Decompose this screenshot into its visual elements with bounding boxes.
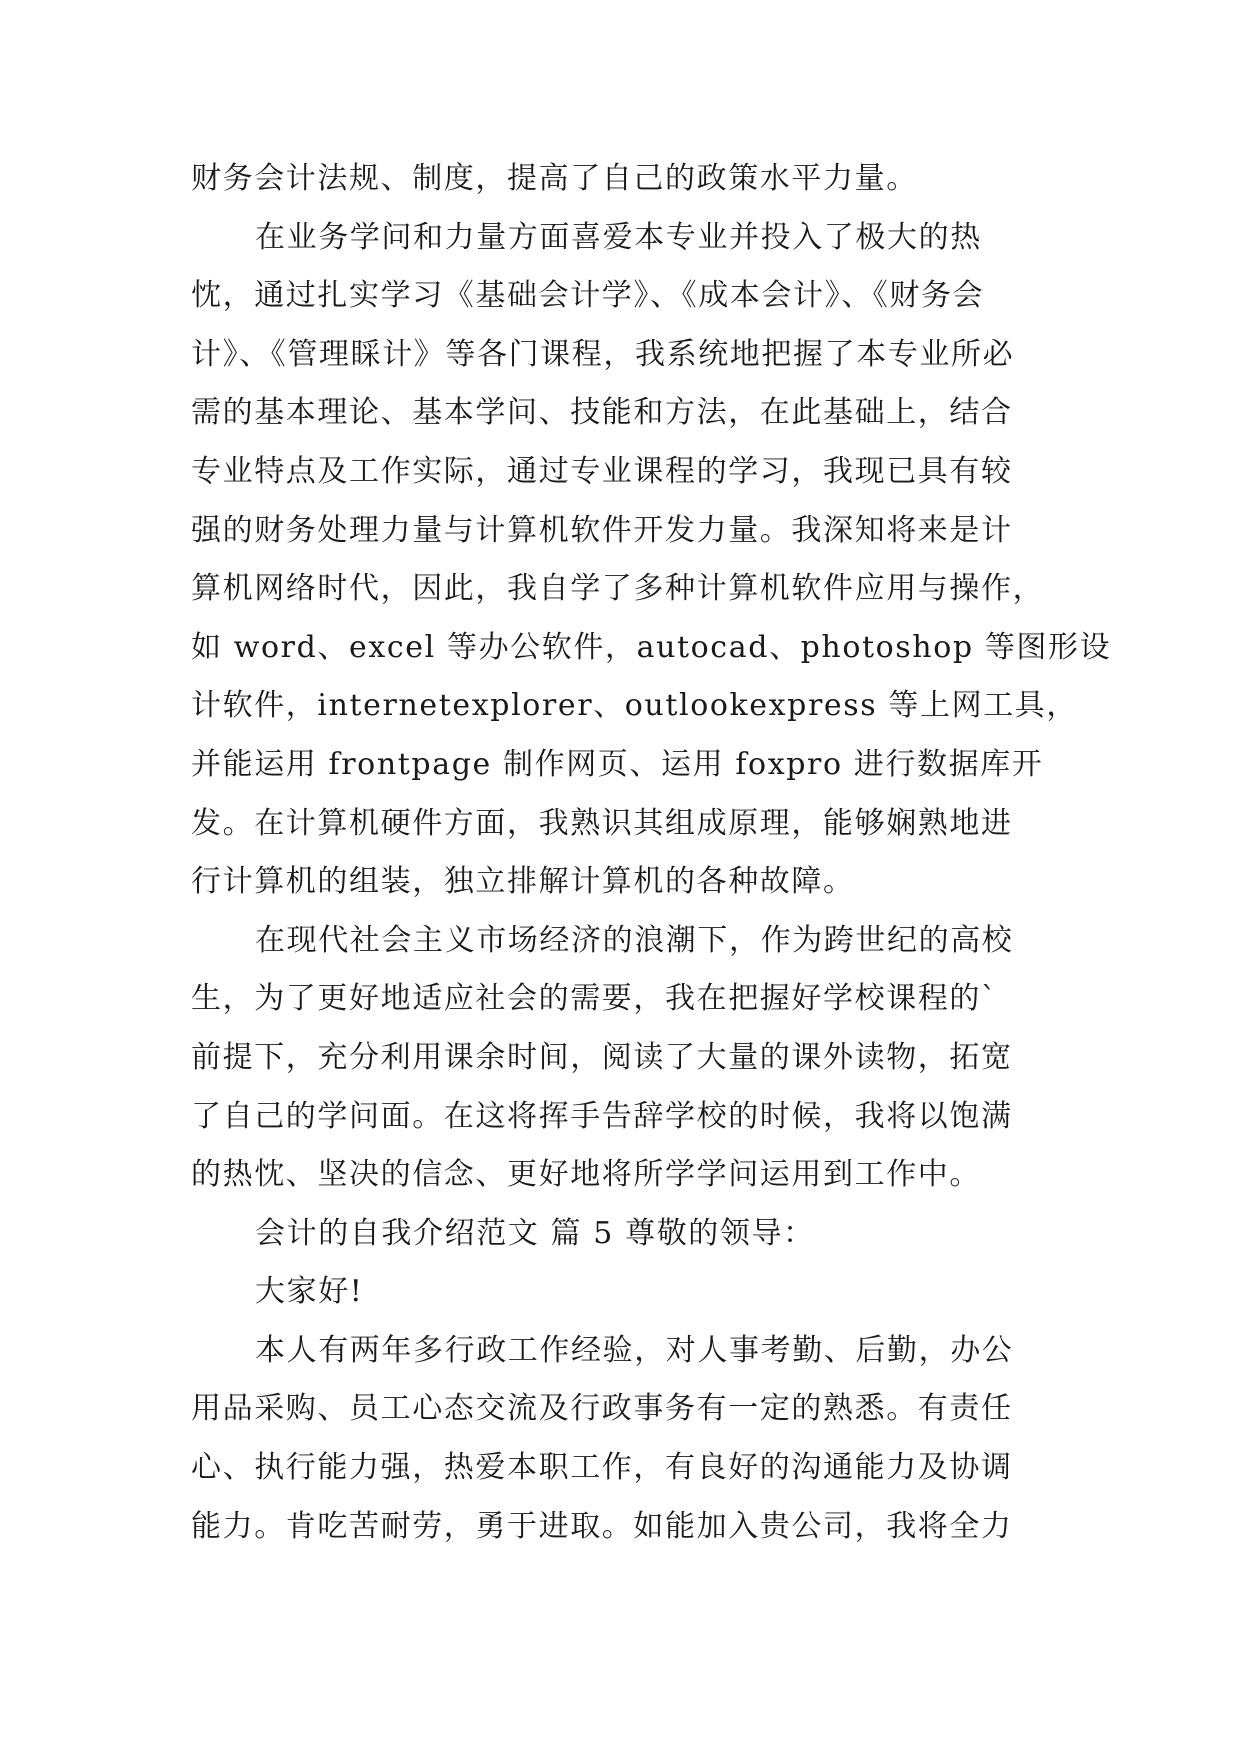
text-line: 本人有两年多行政工作经验，对人事考勤、后勤，办公 [255, 1332, 1014, 1368]
text-line: 行计算机的组装，独立排解计算机的各种故障。 [191, 864, 855, 900]
text-line: 前提下，充分利用课余时间，阅读了大量的课外读物，拓宽 [191, 1039, 1013, 1075]
text-line: 强的财务处理力量与计算机软件开发力量。我深知将来是计 [191, 512, 1013, 548]
text-line: 需的基本理论、基本学问、技能和方法，在此基础上，结合 [191, 395, 1013, 431]
text-line: 在业务学问和力量方面喜爱本专业并投入了极大的热 [255, 219, 982, 255]
text-line: 如 word、excel 等办公软件，autocad、photoshop 等图形设 [191, 629, 1112, 665]
body-text [191, 150, 1112, 1556]
text-line: 心、执行能力强，热爱本职工作，有良好的沟通能力及协调 [191, 1450, 1013, 1486]
text-line: 并能运用 frontpage 制作网页、运用 foxpro 进行数据库开 [191, 746, 1044, 782]
text-line: 的热忱、坚决的信念、更好地将所学学问运用到工作中。 [191, 1157, 981, 1193]
text-line: 财务会计法规、制度，提高了自己的政策水平力量。 [191, 161, 918, 196]
text-line: 计》、《管理睬计》等各门课程，我系统地把握了本专业所必 [191, 336, 1015, 372]
text-line: 计软件，internetexplorer、outlookexpress 等上网工具， [191, 688, 1078, 724]
text-line: 在现代社会主义市场经济的浪潮下，作为跨世纪的高校 [255, 922, 1014, 958]
text-line: 算机网络时代，因此，我自学了多种计算机软件应用与操作， [191, 571, 1045, 607]
text-line: 能力。肯吃苦耐劳，勇于进取。如能加入贵公司，我将全力 [191, 1508, 1013, 1544]
text-line: 了自己的学问面。在这将挥手告辞学校的时候，我将以饱满 [191, 1098, 1013, 1134]
text-line: 忱，通过扎实学习《基础会计学》、《成本会计》、《财务会 [191, 278, 985, 314]
text-line: 用品采购、员工心态交流及行政事务有一定的熟悉。有责任 [191, 1391, 1013, 1427]
text-line: 专业特点及工作实际，通过专业课程的学习，我现已具有较 [191, 453, 1013, 489]
text-line: 生，为了更好地适应社会的需要，我在把握好学校课程的` [191, 981, 998, 1017]
text-line: 大家好! [255, 1274, 364, 1310]
text-line: 会计的自我介绍范文 篇 5 尊敬的领导： [255, 1215, 815, 1251]
text-line: 发。在计算机硬件方面，我熟识其组成原理，能够娴熟地进 [191, 805, 1013, 841]
